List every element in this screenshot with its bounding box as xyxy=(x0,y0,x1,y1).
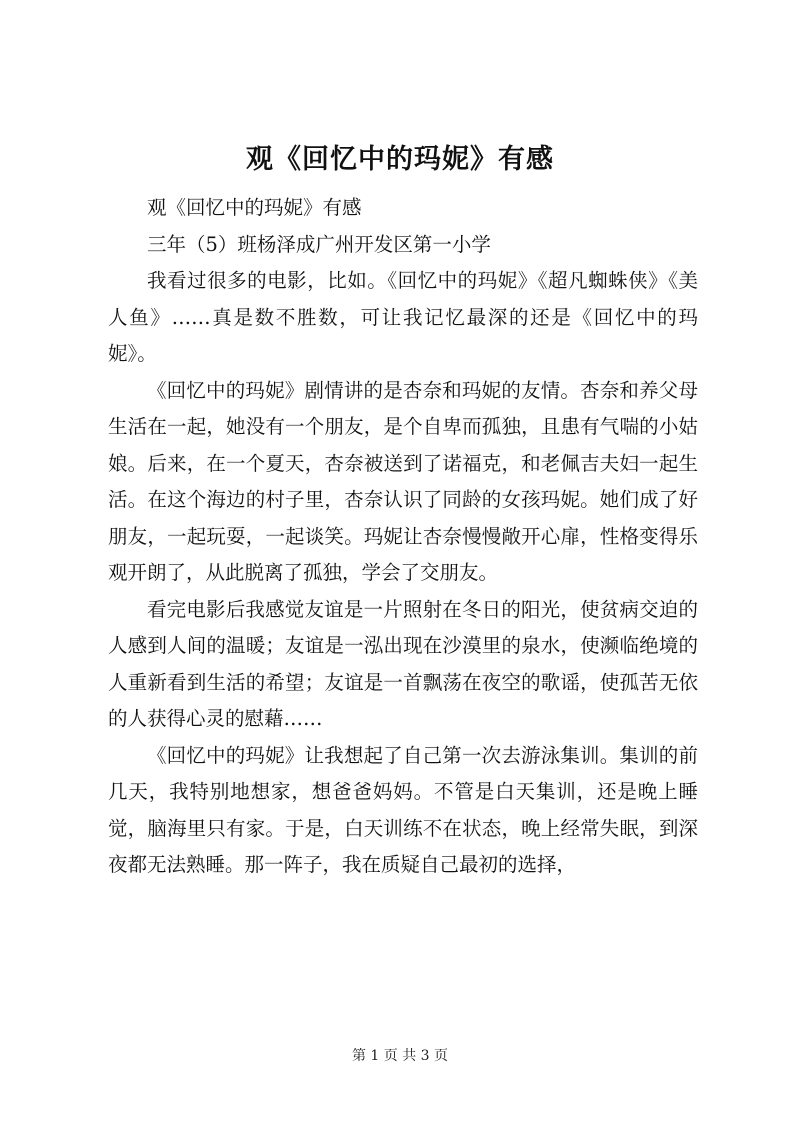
paragraph-3: 看完电影后我感觉友谊是一片照射在冬日的阳光，使贫病交迫的人感到人间的温暖；友谊是一泓出现在沙漠里的泉水，使濒临绝境的人重新看到生活的希望；友谊是一首飘荡在夜空的歌谣，使孤苦无依的人获得心灵的慰藉…… xyxy=(108,597,698,730)
page-footer: 第 1 页 共 3 页 xyxy=(351,1048,449,1064)
subtitle-line: 观《回忆中的玛妮》有感 xyxy=(147,196,362,219)
page-title: 观《回忆中的玛妮》有感 xyxy=(246,144,554,175)
paragraph-1: 我看过很多的电影，比如。《回忆中的玛妮》《超凡蜘蛛侠》《美人鱼》……真是数不胜数，可让我记忆最深的还是《回忆中的玛妮》。 xyxy=(108,269,698,365)
paragraph-4: 《回忆中的玛妮》让我想起了自己第一次去游泳集训。集训的前几天，我特别地想家，想爸爸妈妈。不管是白天集训，还是晚上睡觉，脑海里只有家。于是，白天训练不在状态，晚上经常失眠，到深夜都无法熟睡。那一阵子，我在质疑自己最初的选择， xyxy=(108,743,698,876)
author-line: 三年（5）班杨泽成广州开发区第一小学 xyxy=(147,232,491,256)
paragraph-2: 《回忆中的玛妮》剧情讲的是杏奈和玛妮的友情。杏奈和养父母生活在一起，她没有一个朋友，是个自卑而孤独，且患有气喘的小姑娘。后来，在一个夏天，杏奈被送到了诺福克，和老佩吉夫妇一起生活。在这个海边的村子里，杏奈认识了同龄的女孩玛妮。她们成了好朋友，一起玩耍，一起谈笑。玛妮让杏奈慢慢敞开心扉，性格变得乐观开朗了，从此脱离了孤独，学会了交朋友。 xyxy=(108,378,698,584)
document-body xyxy=(108,190,698,884)
